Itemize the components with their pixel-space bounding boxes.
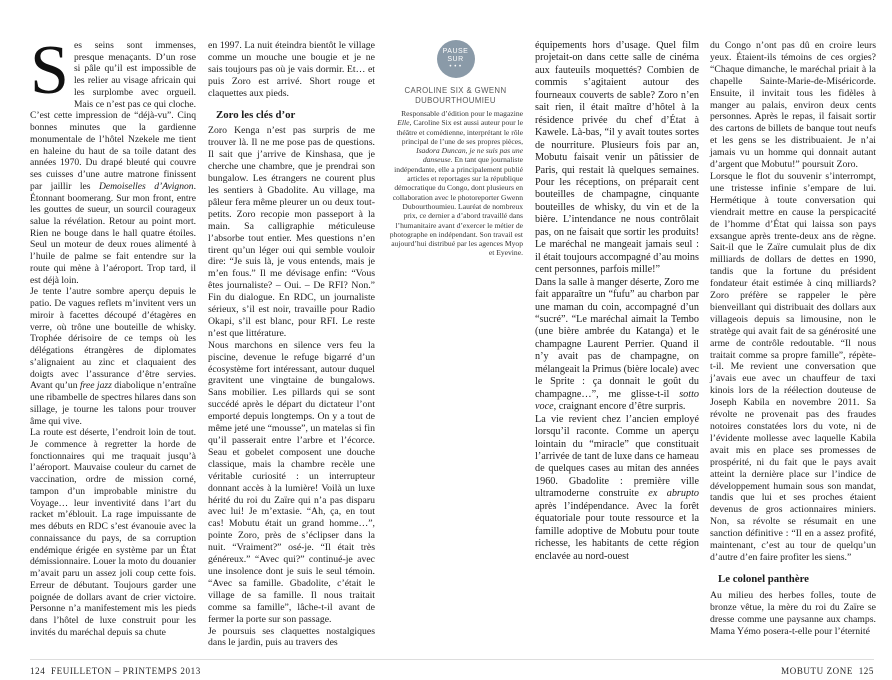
drop-cap: S: [30, 32, 69, 109]
paragraph: [30, 286, 196, 427]
paragraph: [535, 277, 699, 414]
italic-text: Elle: [397, 118, 410, 128]
text: , craignant encore d’être surpris.: [553, 401, 686, 413]
paragraph: du Congo n’ont pas dû en croire leurs yeux. Étaient-ils témoins de ces orgies? “Chaque dimanche, le maréchal priait à la chapelle Sainte-Marie-de-Miséricorde. Ensuite, il invitait tous les fidèles à manger au palais, environ deux cents personnes. Après le repas, il faisait sortir des cartons de billets de banque tout neufs et les gens se les distribuaient. Je n’ai jamais vu un homme qui donnait autant d’argent que Mobutu!” poursuit Zoro.: [710, 40, 876, 171]
sidebar-authors: CAROLINE SIX & GWENN DUBOURTHOUMIEU: [404, 86, 507, 105]
text: . Étonnant boomerang. Sur mon front, entre les gouttes de sueur, un sourcil courageux salue la révélation. Retour au point mort. Rien ne bouge dans le hall quatre étoiles. Seul un moteur de deux roues alimenté à l’huile de palme se fait entendre sur la route qui mène à l’aéroport. Trop tard, il est déjà loin.: [30, 180, 196, 286]
section-title: MOBUTU ZONE: [781, 666, 853, 676]
paragraph: Zoro Kenga n’est pas surpris de me trouver là. Il ne me pose pas de questions. Il sait que j’arrive de Kinshasa, que je cherche une chambre, que je prendrai son bungalow. Les étrangers ne courent plus les sentiers à Gbadolite. Au village, ma pâleur fera même pleurer un ou deux tout-petits. Zoro recopie mon passeport à la main. Sa calligraphie méticuleuse l’absorbe tout entier. Mes questions n’en tirent qu’un léger oui qui semble vouloir dire: “Je suis là, je vous entends, mais je m’en fous.” Il me dévisage enfin: “Vous êtes journaliste? – Oui. – De RFI? Non.” Fin du dialogue. En RDC, un journaliste sérieux, s’il est noir, travaille pour Radio Okapi, s’il est blanc, pour RFI. Le reste n’est que littérature.: [208, 125, 375, 339]
badge-text: SUR: [447, 56, 464, 63]
page-number: 125: [858, 666, 874, 676]
text: diabolique n’entraîne une ribambelle de spectres hilares dans son sillage, je tourne les talons pour trouver âme qui vive.: [30, 380, 196, 427]
italic-text: ex abrupto: [648, 488, 700, 500]
text: La vie revient chez l’ancien employé lorsqu’il raconte. Comme un aperçu lointain du “miracle” que constituait l’arrivée de tant de luxe dans ce hameau de quelques cases au mitan des années 1960. Gbadolite : première ville ultramoderne construite: [535, 413, 699, 500]
text: , Caroline Six est aussi auteur pour le théâtre et comédienne, interprétant le rôle principal de l’une de ses propres pièces,: [396, 118, 523, 146]
article-column-2: [208, 40, 375, 649]
footer-divider: [30, 659, 874, 660]
badge-dots: • • •: [449, 64, 462, 70]
italic-text: sotto voce: [535, 388, 700, 413]
section-subheading: Le colonel panthère: [718, 572, 809, 585]
text: es seins sont immenses, presque menaçants. D’un rose si pâle qu’il est impossible de les relier au visage africain qui les surplombe avec orgueil. Mais ce n’est pas ce qui cloche. C’est cette impression de “déjà-vu”. Cinq bonnes minutes que la gardienne monumentale de l’hôtel Nzekele me tient en haleine du haut de sa toile datant des années 1970. Du drapé bleuté qui couvre ses cuisses d’une autre matrone finissent par jaillir les: [30, 40, 196, 192]
text: après l’indépendance. Avec la forêt équatoriale pour toute ressource et la famille adoptive de Mobutu pour toute richesse, les habitants de cette région enclavée au nord-ouest: [535, 500, 699, 562]
pause-sur-badge: [437, 40, 475, 78]
magazine-title: FEUILLETON: [51, 666, 112, 676]
text: Je tente l’autre sombre aperçu depuis le patio. De vagues reflets m’invitent vers un miroir à facettes découpé d’étagères en verre, où trône une bouteille de whisky. Trophée dérisoire de ce temps où les délégations étrangères de diplomates s’alignaient au zinc et claquaient des doigts avec l’assurance d’être servies. Avant qu’un: [30, 286, 196, 392]
text: Dans la salle à manger déserte, Zoro me fait apparaître un “fufu” au charbon par une maman du coin, accompagné d’un “sucré”. “Le maréchal aimait la Tembo (une bière ambrée du Katanga) et le champagne Laurent Perrier. Quand il n’y avait pas de champagne, on mélangeait la Primus (bière locale) avec le Sprite : ça donnait le goût du champagne…”, me glisse-t-il: [535, 276, 699, 400]
article-column-3: [535, 40, 699, 563]
paragraph: [30, 32, 196, 286]
italic-text: Isadora Duncan, je ne suis pas une danseuse: [416, 146, 523, 165]
separator: –: [114, 666, 120, 676]
italic-text: free jazz: [79, 380, 112, 392]
paragraph: La route est déserte, l’endroit loin de tout. Je commence à regretter la horde de fonctionnaires qui me traquait jusqu’à l’aéroport. Mauvaise couleur du carnet de vaccination, ordre de mission corné, tampon d’un improbable ministre du Voyage… leur inventivité dans l’art du racket m’éblouit. La rage impuissante de mes débuts en RDC s’est évanouie avec la connaissance du pays, de sa corruption endémique érigée en système par un État démissionnaire. Louer la moto du douanier m’avait paru un assez joli coup cette fois. Erreur de débutant. Toujours garder une poignée de dollars avant de crier victoire. Personne n’a manifestement mis les pieds dans l’hôtel de luxe construit pour les invités du maréchal depuis sa chute: [30, 427, 196, 638]
paragraph: Nous marchons en silence vers feu la piscine, devenue le refuge bigarré d’un écosystème fort intéressant, autour duquel gravitent une vingtaine de bungalows. Sans mobilier. Les pillards qui se sont succédé après le départ du dictateur l’ont emporté depuis longtemps. On y a tout de même jeté une “mousse”, un matelas si fin qu’il passerait entre l’arbre et l’écorce. Seau et gobelet composent une douche classique, mais la chambre recèle une véritable curiosité : un interrupteur donnant accès à la lumière! Voilà un luxe hérité du roi du Zaïre qui n’a pas disparu avec lui! Je m’extasie. “Ah, ça, en tout cas! Mobutu était un grand homme…”, pointe Zoro, près de s’éclipser dans la nuit. “Vraiment?” osé-je. “Il était très généreux.” “Avec qui?” continué-je avec une insolence dont je suis le seul témoin. “Avec sa famille. Gbadolite, c’était le village de sa famille. Il nous traitait comme sa famille”, lâche-t-il avant de fermer la porte sur son passage.: [208, 339, 375, 625]
footer-left: [30, 666, 201, 676]
article-column-1: [30, 32, 196, 638]
author-sidebar: [388, 40, 523, 258]
text: . En tant que journaliste indépendante, elle a principalement publié articles et reportages sur la république démocratique du Congo, dont plusieurs en collaboration avec le photoreporter Gwenn Dubourthoumieu. Lauréat de nombreux prix, ce dernier a d’abord travaillé dans l’humanitaire avant d’exercer le métier de photographe en indépendant. Son travail est aujourd’hui distribué par les agences Myop et Eyevine.: [389, 155, 523, 258]
footer-right: [781, 666, 874, 676]
paragraph: Je poursuis ses claquettes nostalgiques dans le jardin, puis au travers des: [208, 625, 375, 649]
paragraph: en 1997. La nuit éteindra bientôt le village comme un mouche une bougie et je ne sais toujours pas où je vais dormir. Et… et puis Zoro est arrivé. Short rouge et claquettes aux pieds.: [208, 40, 375, 99]
paragraph: [535, 414, 699, 563]
italic-text: Demoiselles d’Avignon: [98, 180, 194, 192]
article-column-4: [710, 40, 876, 637]
paragraph: équipements hors d’usage. Quel film projetait-on dans cette salle de cinéma aux fauteuils moquettés? Combien de commis s’agitaient autour des fourneaux couverts de sable? Zoro n’en sait rien, il était maître d’hôtel à la résidence privée du chef d’État à Kawele. Là-bas, “il y avait toutes sortes de nourriture. Plusieurs fois par an, Mobutu faisait venir un pâtissier de Paris, qui restait là quelques semaines. Pour les réceptions, on préparait cent bouteilles de champagne, cinquante bouteilles de whisky, du vin et de la bière. L’intendance ne nous contrôlait pas, on ne faisait que sortir les produits! Le maréchal ne mangeait jamais seul : il était toujours accompagné d’au moins cent personnes, parfois mille!”: [535, 40, 699, 276]
paragraph: Lorsque le flot du souvenir s’interrompt, une tristesse infinie s’empare de lui. Hermétique à toute conversation qui viendrait mettre en cause la perspicacité de l’homme d’État qui laissa son pays exsangue après trente-deux ans de règne. Sait-il que le Zaïre cumulait plus de dix milliards de dollars de dettes en 1990, tandis que la fortune du président fondateur était estimée à cinq milliards? Zoro préfère se rappeler le père bienveillant qui distribuait des dollars aux villageois depuis sa limousine, non le stratège qui avait fait de sa générosité une arme de contrôle redoutable. “Il nous traitait comme sa propre famille”, répète-t-il. Me revient une conversation que j’avais eue avec un chauffeur de taxi kinois lors de la réélection douteuse de Joseph Kabila en novembre 2011. Sa révolte ne provenait pas des fraudes notoires constatées lors du vote, ni de l’évidente mollesse avec laquelle Kabila avait mis en place ses promesses de prospérité, ni du fait que le pays avait atteint la dernière place sur l’indice de développement humain sous son mandat, tandis que lui et ses proches étaient devenus de gros actionnaires miniers. Non, sa révolte se résumait en une sanction définitive : “Il en a assez profité, maintenant, c’est au tour de quelqu’un d’autre d’en faire profiter les siens.”: [710, 170, 876, 563]
sidebar-bio: [388, 109, 523, 258]
issue-label: PRINTEMPS 2013: [122, 666, 201, 676]
paragraph: Au milieu des herbes folles, toute de bronze vêtue, la mère du roi du Zaïre se dresse comme une paysanne aux champs. Mama Yémo posera-t-elle pour l’éternité: [710, 589, 876, 637]
section-subheading: Zoro les clés d’or: [216, 108, 296, 121]
badge-text: PAUSE: [442, 48, 469, 55]
page-number: 124: [30, 666, 46, 676]
text: Responsable d’édition pour le magazine: [401, 109, 523, 118]
